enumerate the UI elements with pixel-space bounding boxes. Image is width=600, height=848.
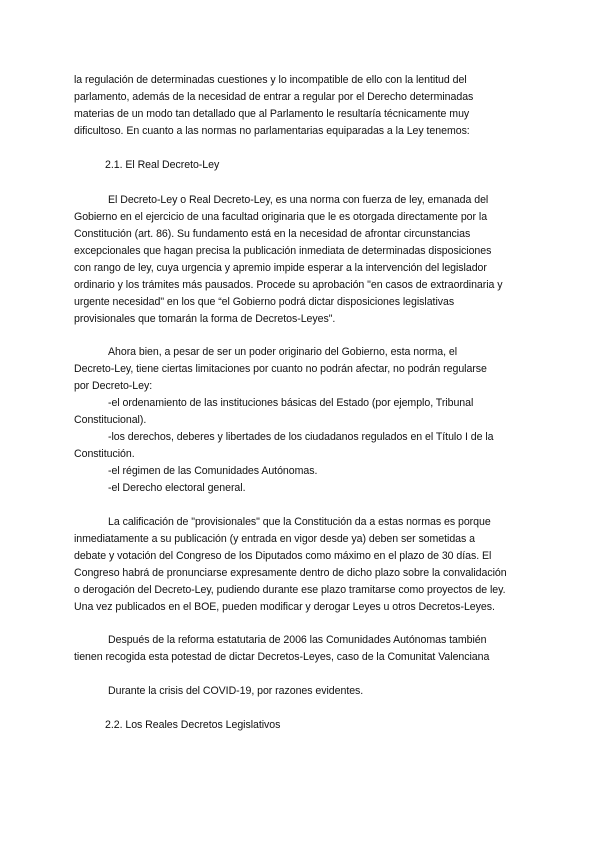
paragraph-line: inmediatamente a su publicación (y entrada en vigor desde ya) deben ser sometidas a: [74, 533, 476, 545]
paragraph-line: urgente necesidad" en los que “el Gobierno podrá dictar disposiciones legislativas: [74, 296, 455, 308]
list-item: -los derechos, deberes y libertades de los ciudadanos regulados en el Título I de la: [108, 431, 494, 443]
section-heading-2-1: 2.1. El Real Decreto-Ley: [105, 159, 220, 171]
section-heading-2-2: 2.2. Los Reales Decretos Legislativos: [105, 719, 281, 731]
paragraph-line: materias de un modo tan detallado que al Parlamento le resultaría técnicamente muy: [74, 108, 470, 120]
paragraph-line: con rango de ley, cuya urgencia y apremio impide esperar a la intervención del legislador: [74, 262, 487, 274]
paragraph-line: excepcionales que hagan precisa la publicación inmediata de determinadas disposiciones: [74, 245, 492, 257]
paragraph-line: Constitución (art. 86). Su fundamento está en la necesidad de afrontar circunstancias: [74, 228, 471, 240]
paragraph-line: Una vez publicados en el BOE, pueden modificar y derogar Leyes u otros Decretos-Leyes.: [74, 601, 495, 613]
paragraph-line: dificultoso. En cuanto a las normas no parlamentarias equiparadas a la Ley tenemos:: [74, 125, 470, 137]
paragraph-line: tienen recogida esta potestad de dictar Decretos-Leyes, caso de la Comunitat Valenciana: [74, 651, 490, 663]
list-item: -el régimen de las Comunidades Autónomas.: [108, 465, 318, 477]
paragraph-line: la regulación de determinadas cuestiones y lo incompatible de ello con la lentitud del: [74, 74, 467, 86]
paragraph-line: ordinario y los trámites más pausados. Procede su aprobación "en casos de extraordinaria y: [74, 279, 503, 291]
paragraph-line: provisionales que tomarán la forma de Decretos-Leyes".: [74, 313, 336, 325]
paragraph-line: Decreto-Ley, tiene ciertas limitaciones por cuanto no podrán afectar, no podrán regularse: [74, 363, 487, 375]
list-item: -el ordenamiento de las instituciones básicas del Estado (por ejemplo, Tribunal: [108, 397, 474, 409]
paragraph-line: Gobierno en el ejercicio de una facultad originaria que le es otorgada directamente por la: [74, 211, 488, 223]
paragraph-line: o derogación del Decreto-Ley, pudiendo durante ese plazo tramitarse como proyectos de ley.: [74, 584, 506, 596]
paragraph-line: El Decreto-Ley o Real Decreto-Ley, es una norma con fuerza de ley, emanada del: [108, 194, 489, 206]
list-item-continuation: Constitución.: [74, 448, 135, 460]
list-item-continuation: Constitucional).: [74, 414, 147, 426]
paragraph-line: Congreso habrá de pronunciarse expresamente dentro de dicho plazo sobre la convalidación: [74, 567, 507, 579]
paragraph-line: por Decreto-Ley:: [74, 380, 153, 392]
paragraph-line: La calificación de "provisionales" que la Constitución da a estas normas es porque: [108, 516, 491, 528]
paragraph-line: debate y votación del Congreso de los Diputados como máximo en el plazo de 30 días. El: [74, 550, 492, 562]
list-item: -el Derecho electoral general.: [108, 482, 246, 494]
paragraph-line: Ahora bien, a pesar de ser un poder originario del Gobierno, esta norma, el: [108, 346, 458, 358]
paragraph-line: Durante la crisis del COVID-19, por razones evidentes.: [108, 685, 364, 697]
paragraph-line: Después de la reforma estatutaria de 2006 las Comunidades Autónomas también: [108, 634, 487, 646]
paragraph-line: parlamento, además de la necesidad de entrar a regular por el Derecho determinadas: [74, 91, 474, 103]
